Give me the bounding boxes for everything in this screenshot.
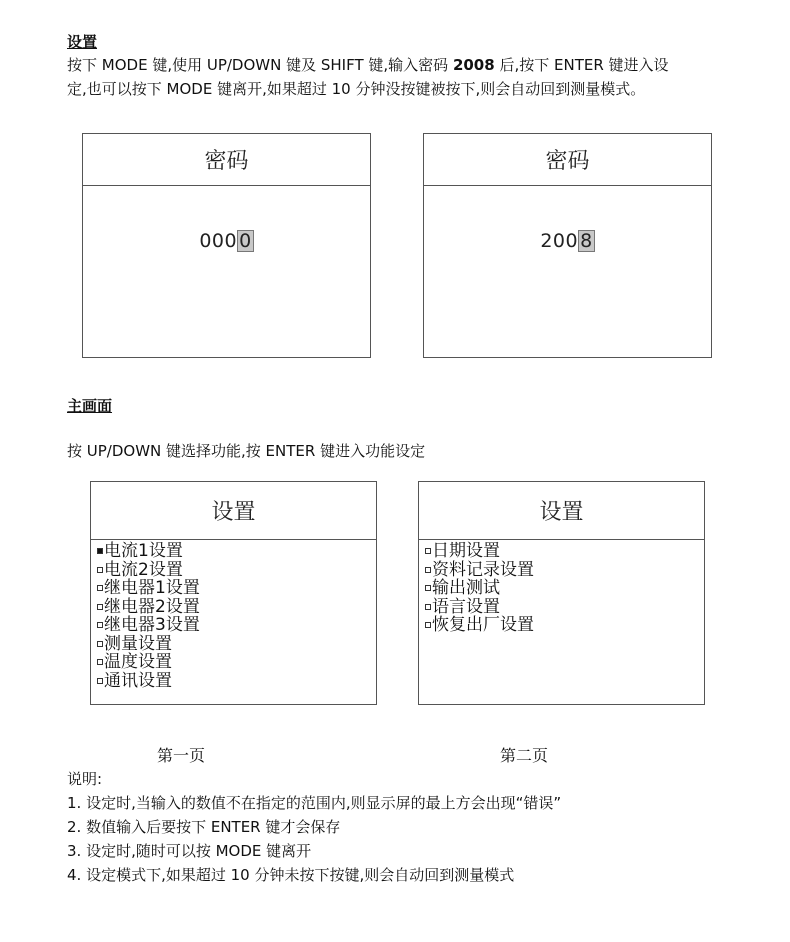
- menu-item-label: 测量设置: [104, 633, 172, 654]
- menu-item: [97, 561, 200, 580]
- unselected-marker-icon: [97, 585, 103, 591]
- note-item: 4. 设定模式下,如果超过 10 分钟未按下按键,则会自动回到测量模式: [67, 866, 515, 884]
- unselected-marker-icon: [425, 622, 431, 628]
- settings-heading: 设置: [67, 33, 98, 51]
- menu-item: [97, 616, 200, 635]
- menu-item-label: 电流1设置: [104, 541, 183, 561]
- page-2-caption: 第二页: [500, 746, 549, 765]
- menu-item: [425, 616, 534, 635]
- menu-item-label: 通讯设置: [104, 670, 172, 691]
- menu-item: [97, 653, 200, 672]
- menu-item: [97, 598, 200, 617]
- menu-item-label: 日期设置: [432, 541, 500, 561]
- password-screen-title: 密码: [424, 134, 711, 186]
- password-hint: 2008: [452, 56, 495, 74]
- password-cursor-digit: 0: [239, 230, 252, 252]
- menu-item-label: 温度设置: [104, 652, 172, 672]
- unselected-marker-icon: [97, 567, 103, 573]
- unselected-marker-icon: [425, 604, 431, 610]
- main-screen-intro: 按 UP/DOWN 键选择功能,按 ENTER 键进入功能设定: [67, 442, 426, 460]
- unselected-marker-icon: [425, 567, 431, 573]
- password-cursor-digit: 8: [580, 230, 593, 252]
- note-item: 3. 设定时,随时可以按 MODE 键离开: [67, 842, 312, 860]
- unselected-marker-icon: [97, 604, 103, 610]
- menu-item: [425, 561, 534, 580]
- menu-item: [97, 579, 200, 598]
- menu-item-label: 恢复出厂设置: [432, 615, 534, 635]
- password-value: [424, 230, 711, 252]
- menu-item: [97, 635, 200, 654]
- unselected-marker-icon: [97, 641, 103, 647]
- menu-list: [425, 542, 534, 635]
- menu-title: 设置: [91, 482, 376, 540]
- main-screen-heading: 主画面: [67, 397, 113, 415]
- menu-item-label: 资料记录设置: [432, 559, 534, 580]
- settings-intro-line1: [67, 53, 669, 77]
- notes-heading: 说明:: [67, 770, 103, 788]
- menu-item: [425, 598, 534, 617]
- password-screen-title: 密码: [83, 134, 370, 186]
- unselected-marker-icon: [97, 622, 103, 628]
- page-1-caption: 第一页: [157, 746, 206, 765]
- menu-item-label: 语言设置: [432, 596, 500, 617]
- settings-intro-part2: 后,按下 ENTER 键进入设: [494, 56, 669, 74]
- menu-item-label: 电流2设置: [104, 559, 183, 580]
- unselected-marker-icon: [425, 585, 431, 591]
- menu-item: [425, 579, 534, 598]
- menu-screen-page-1: [90, 481, 377, 705]
- password-value: [83, 230, 370, 252]
- menu-item-label: 输出测试: [432, 578, 500, 598]
- settings-intro-line2: 定,也可以按下 MODE 键离开,如果超过 10 分钟没按键被按下,则会自动回到测量模式。: [67, 80, 646, 98]
- password-screen-1: [82, 133, 371, 358]
- unselected-marker-icon: [425, 548, 431, 554]
- unselected-marker-icon: [97, 678, 103, 684]
- selected-marker-icon: [97, 548, 103, 554]
- menu-item-label: 继电器1设置: [104, 578, 200, 598]
- menu-item: [425, 542, 534, 561]
- note-item: 2. 数值输入后要按下 ENTER 键才会保存: [67, 818, 341, 836]
- menu-item-label: 继电器3设置: [104, 615, 200, 635]
- menu-title: 设置: [419, 482, 704, 540]
- menu-item: [97, 672, 200, 691]
- note-item: 1. 设定时,当输入的数值不在指定的范围内,则显示屏的最上方会出现“错误”: [67, 794, 562, 812]
- menu-item-label: 继电器2设置: [104, 596, 200, 617]
- password-screen-2: [423, 133, 712, 358]
- menu-list: [97, 542, 200, 690]
- password-digits: 200: [540, 230, 579, 252]
- settings-intro-part1: 按下 MODE 键,使用 UP/DOWN 键及 SHIFT 键,输入密码: [67, 56, 453, 74]
- menu-item: [97, 542, 200, 561]
- menu-screen-page-2: [418, 481, 705, 705]
- password-digits: 000: [199, 230, 238, 252]
- unselected-marker-icon: [97, 659, 103, 665]
